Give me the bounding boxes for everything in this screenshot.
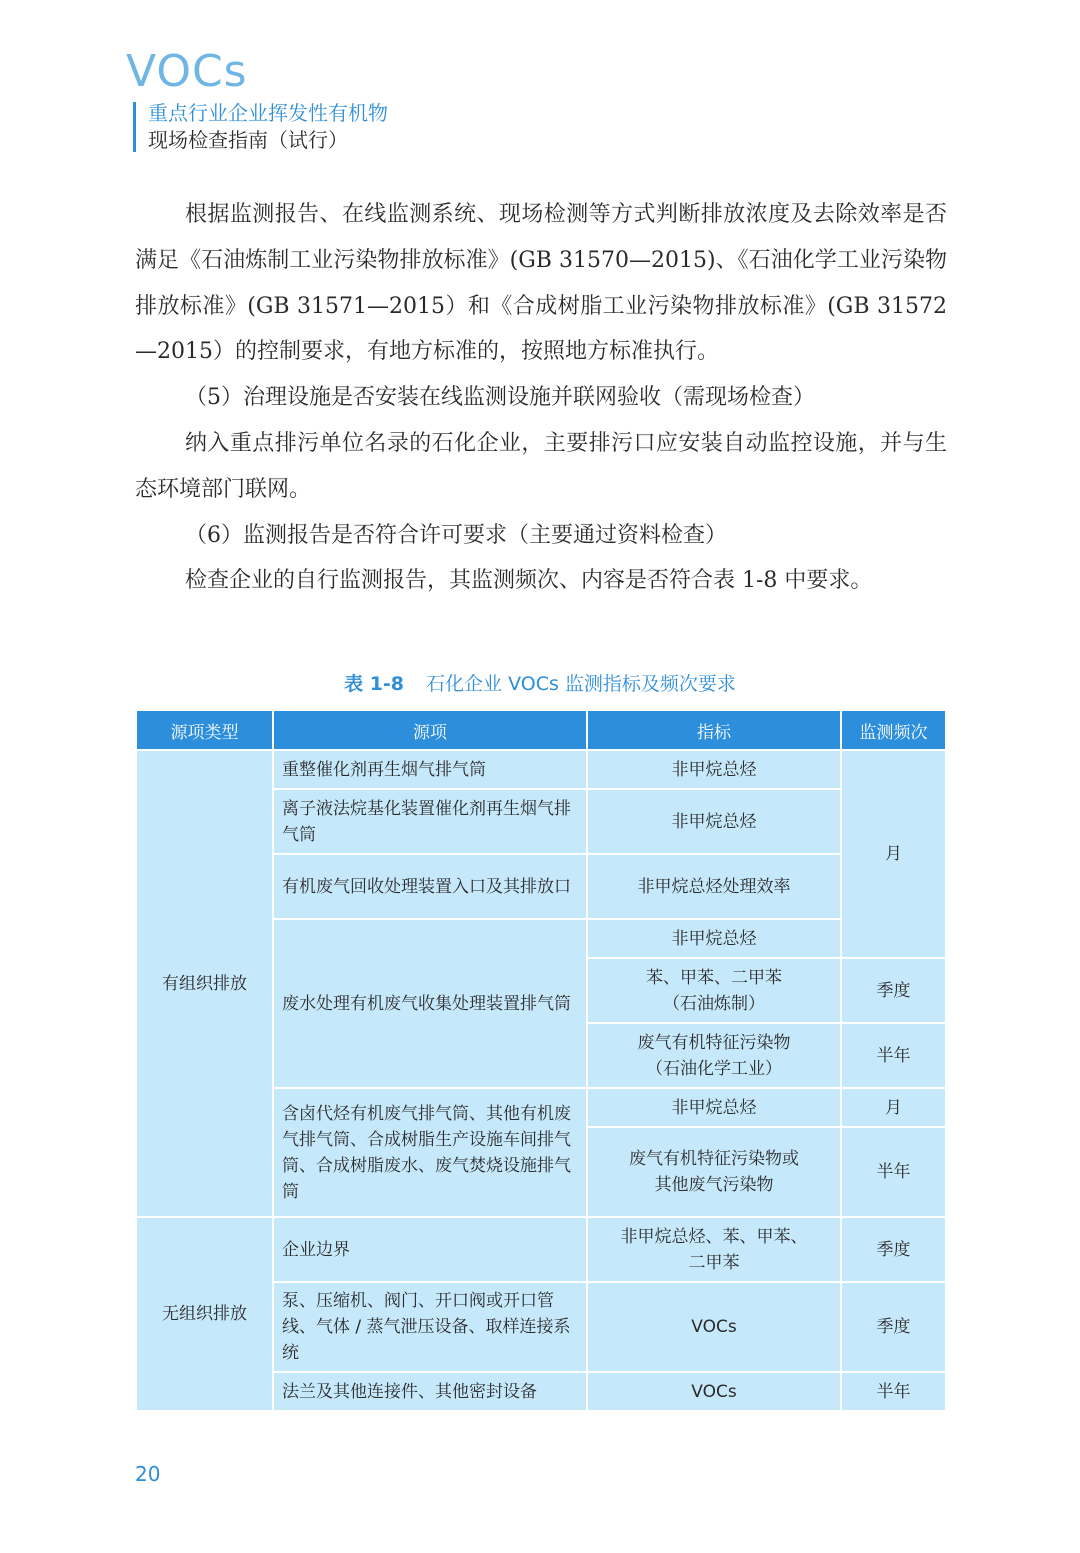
cell-source: 法兰及其他连接件、其他密封设备	[273, 1372, 587, 1411]
cell-frequency: 月	[841, 1088, 946, 1127]
cell-indicator	[587, 958, 841, 1023]
cell-indicator: VOCs	[587, 1372, 841, 1411]
cell-indicator: 非甲烷总烃	[587, 919, 841, 958]
cell-indicator-line2: 其他废气污染物	[654, 1175, 774, 1195]
cell-indicator-line2: （石油化学工业）	[646, 1058, 782, 1079]
cell-frequency: 半年	[841, 1023, 946, 1088]
cell-source: 含卤代烃有机废气排气筒、其他有机废气排气筒、合成树脂生产设施车间排气筒、合成树脂废水、废气焚烧设施排气筒	[273, 1088, 587, 1217]
paragraph-standards: 根据监测报告、在线监测系统、现场检测等方式判断排放浓度及去除效率是否满足《石油炼制工业污染物排放标准》(GB 31570—2015)、《石油化学工业污染物排放标准》(GB 31571—2015）和《合成树脂工业污染物排放标准》(GB 31572—2015）的控制要求，有地方标准的，按照地方标准执行。	[135, 202, 947, 365]
table-row	[136, 750, 946, 789]
cell-source-type: 无组织排放	[136, 1217, 273, 1411]
cell-source: 离子液法烷基化装置催化剂再生烟气排气筒	[273, 789, 587, 854]
cell-source-type: 有组织排放	[136, 750, 273, 1217]
cell-indicator-line1: 废气有机特征污染物	[637, 1032, 791, 1053]
cell-indicator-line1: 苯、甲苯、二甲苯	[646, 967, 782, 988]
table-caption	[135, 670, 945, 698]
cell-source: 重整催化剂再生烟气排气筒	[273, 750, 587, 789]
paragraph-heading-5: （5）治理设施是否安装在线监测设施并联网验收（需现场检查）	[185, 385, 815, 411]
cell-indicator-line1: 废气有机特征污染物或	[629, 1149, 799, 1169]
cell-indicator-line2: （石油炼制）	[663, 993, 765, 1014]
cell-indicator	[587, 1127, 841, 1217]
table-caption-number: 表 1-8	[344, 673, 405, 695]
paragraph-heading-6: （6）监测报告是否符合许可要求（主要通过资料检查）	[185, 522, 727, 548]
header-source: 源项	[273, 710, 587, 750]
header-indicator: 指标	[587, 710, 841, 750]
cell-indicator: 非甲烷总烃处理效率	[587, 854, 841, 919]
paragraph-check-report: 检查企业的自行监测报告，其监测频次、内容是否符合表 1-8 中要求。	[185, 568, 873, 594]
cell-frequency: 季度	[841, 1282, 946, 1372]
cell-indicator	[587, 1023, 841, 1088]
table-caption-title: 石化企业 VOCs 监测指标及频次要求	[426, 673, 736, 695]
header-title-line1: 重点行业企业挥发性有机物	[148, 101, 388, 125]
body-text	[135, 192, 947, 604]
cell-source: 有机废气回收处理装置入口及其排放口	[273, 854, 587, 919]
cell-indicator: VOCs	[587, 1282, 841, 1372]
cell-indicator	[587, 1217, 841, 1282]
cell-frequency: 季度	[841, 958, 946, 1023]
header-title-line2: 现场检查指南（试行）	[148, 128, 348, 152]
cell-indicator: 非甲烷总烃	[587, 1088, 841, 1127]
page-number: 20	[135, 1462, 161, 1486]
header-source-type: 源项类型	[136, 710, 273, 750]
cell-frequency: 季度	[841, 1217, 946, 1282]
cell-indicator-line1: 非甲烷总烃、苯、甲苯、	[620, 1226, 808, 1247]
cell-indicator-line2: 二甲苯	[688, 1252, 740, 1273]
monitoring-table	[135, 709, 947, 1412]
table-header-row	[136, 710, 946, 750]
header-logo: VOCs	[126, 46, 248, 97]
cell-frequency: 半年	[841, 1372, 946, 1411]
paragraph-monitoring-network: 纳入重点排污单位名录的石化企业，主要排污口应安装自动监控设施，并与生态环境部门联网。	[135, 430, 947, 502]
cell-source: 企业边界	[273, 1217, 587, 1282]
cell-source: 泵、压缩机、阀门、开口阀或开口管线、气体 / 蒸气泄压设备、取样连接系统	[273, 1282, 587, 1372]
cell-source: 废水处理有机废气收集处理装置排气筒	[273, 919, 587, 1088]
cell-indicator: 非甲烷总烃	[587, 789, 841, 854]
header-frequency: 监测频次	[841, 710, 946, 750]
cell-frequency: 月	[841, 750, 946, 958]
cell-indicator: 非甲烷总烃	[587, 750, 841, 789]
cell-frequency: 半年	[841, 1127, 946, 1217]
header-accent-bar	[133, 102, 136, 152]
table-row	[136, 1217, 946, 1282]
